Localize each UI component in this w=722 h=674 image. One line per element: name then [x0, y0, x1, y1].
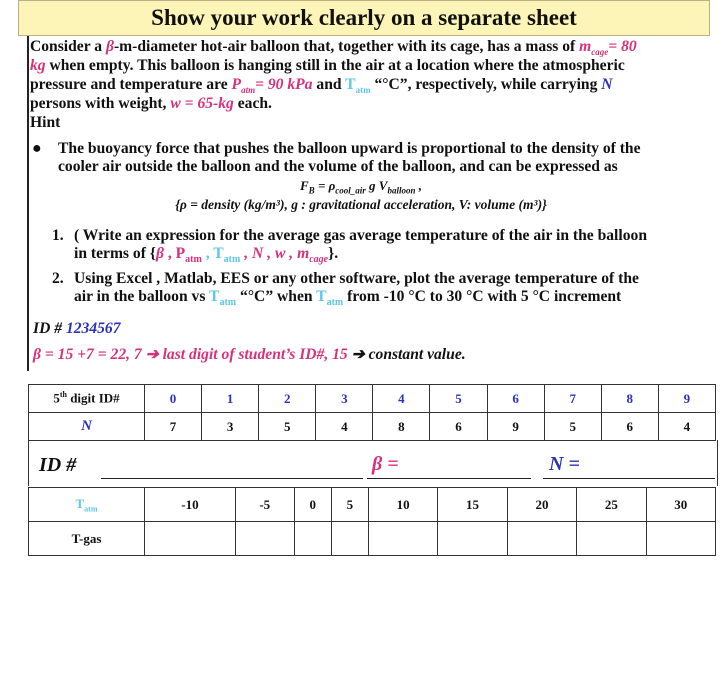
- t-gas-answer-cell[interactable]: [145, 522, 236, 556]
- n-answer-blank[interactable]: [543, 478, 715, 479]
- t-atm-label-cell: $T_{atm}$: [29, 488, 145, 522]
- n-label-cell: N: [29, 413, 145, 441]
- n-value-cell: 5: [544, 413, 601, 441]
- n-value-cell: 9: [487, 413, 544, 441]
- n-answer-label: N =: [549, 453, 580, 475]
- temp-cell: -5: [235, 488, 294, 522]
- temp-cell: 30: [646, 488, 715, 522]
- t-gas-answer-cell[interactable]: [368, 522, 437, 556]
- n-value-cell: 3: [202, 413, 259, 441]
- hint-line-2: cooler air outside the balloon and the volume of the balloon, and can be expressed as: [58, 158, 618, 175]
- digit-cell: 0: [145, 385, 202, 413]
- n-value-cell: 6: [430, 413, 487, 441]
- student-id-line: ID # 1234567: [33, 320, 121, 337]
- temp-cell: -10: [145, 488, 236, 522]
- n-value-cell: 8: [373, 413, 430, 441]
- arrow-icon: ➔: [351, 346, 365, 363]
- table-header-cell: 5th digit ID#: [29, 385, 145, 413]
- temp-cell: 10: [368, 488, 437, 522]
- problem-line-2: kg when empty. This balloon is hanging still in the air at a location where the atmospheric: [30, 57, 625, 74]
- digit-cell: 8: [601, 385, 658, 413]
- t-gas-answer-cell[interactable]: [646, 522, 715, 556]
- t-gas-answer-cell[interactable]: [235, 522, 294, 556]
- arrow-icon: ➔: [145, 346, 159, 363]
- variable-definitions: {ρ = density (kg/m³), g : gravitational acceleration, V: volume (m³)}: [175, 197, 547, 212]
- n-value-cell: 5: [259, 413, 316, 441]
- n-value-cell: 7: [145, 413, 202, 441]
- hint-line-1: The buoyancy force that pushes the balloon upward is proportional to the density of the: [58, 140, 641, 157]
- beta-definition: β = 15 +7 = 22, 7 ➔ last digit of student’s ID#, 15 ➔ constant value.: [33, 346, 466, 363]
- table-row: [29, 488, 716, 522]
- t-gas-label-cell: T-gas: [29, 522, 145, 556]
- task-2: 2. Using Excel , Matlab, EES or any other software, plot the average temperature of the air in the balloon vs $T_{atm}$ “°C” when $T_{atm}$ from -10 °C to 30 °C with 5 °C increment: [52, 270, 639, 309]
- t-gas-answer-cell[interactable]: [331, 522, 368, 556]
- temp-cell: 0: [294, 488, 331, 522]
- n-value-cell: 6: [601, 413, 658, 441]
- problem-line-4: persons with weight, w = 65-kg each.: [30, 95, 272, 112]
- digit-cell: 1: [202, 385, 259, 413]
- problem-line-3: pressure and temperature are $P_{atm}= 90$ kPa and $T_{atm}$ “°C”, respectively, while carrying N: [30, 76, 613, 96]
- t-gas-answer-cell[interactable]: [507, 522, 576, 556]
- n-value-cell: 4: [316, 413, 373, 441]
- temp-cell: 5: [331, 488, 368, 522]
- digit-cell: 9: [658, 385, 715, 413]
- temp-cell: 25: [577, 488, 646, 522]
- digit-cell: 5: [430, 385, 487, 413]
- id-answer-blank[interactable]: [101, 478, 363, 479]
- task-list: [52, 227, 702, 313]
- temp-cell: 20: [507, 488, 576, 522]
- answer-row: [28, 440, 718, 486]
- digit-cell: 3: [316, 385, 373, 413]
- beta-answer-label: β =: [372, 453, 399, 475]
- digit-cell: 7: [544, 385, 601, 413]
- temperature-table: [28, 487, 716, 556]
- t-gas-answer-cell[interactable]: [438, 522, 507, 556]
- t-gas-answer-cell[interactable]: [577, 522, 646, 556]
- n-value-cell: 4: [658, 413, 715, 441]
- id-answer-label: ID #: [39, 454, 77, 476]
- t-gas-answer-cell[interactable]: [294, 522, 331, 556]
- digit-cell: 6: [487, 385, 544, 413]
- table-row: [29, 413, 716, 441]
- hint-label: Hint: [30, 114, 61, 131]
- problem-line-1: Consider a β-m-diameter hot-air balloon that, together with its cage, has a mass of $m_{cage}= 80$: [30, 38, 637, 58]
- digit-lookup-table: [28, 384, 716, 441]
- task-1: 1. ( Write an expression for the average gas average temperature of the air in the balloon in terms of {β , $P_{atm}$ , $T_{atm}$ , N , w , $m_{cage}$}.: [52, 227, 647, 266]
- bullet-dot: ●: [32, 140, 42, 157]
- beta-answer-blank[interactable]: [367, 478, 531, 479]
- digit-cell: 2: [259, 385, 316, 413]
- table-row: [29, 522, 716, 556]
- page-title: Show your work clearly on a separate sheet: [18, 0, 710, 36]
- temp-cell: 15: [438, 488, 507, 522]
- table-row: [29, 385, 716, 413]
- buoyancy-formula: $F_B = \rho_{cool\_air}$ g $V_{balloon}$ ,: [300, 178, 422, 196]
- digit-cell: 4: [373, 385, 430, 413]
